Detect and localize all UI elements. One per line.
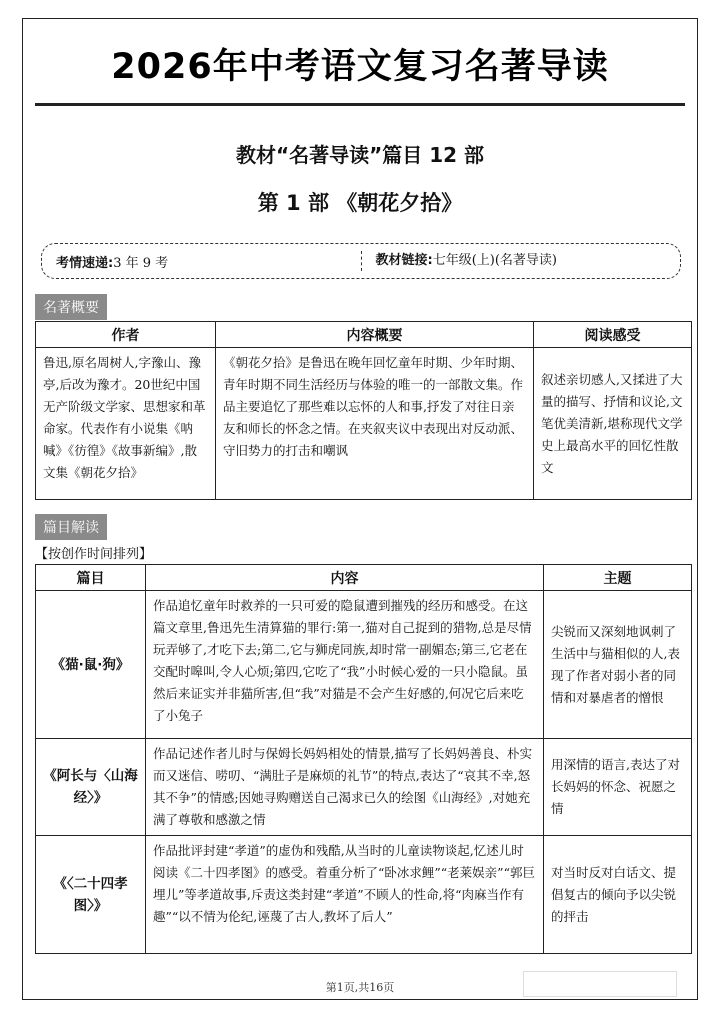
title-divider [35,103,685,106]
chapters-header-row [36,565,692,591]
chapter-title: 《阿长与〈山海经〉》 [36,739,146,836]
page-footer: 第1页,共16页 [325,981,395,994]
exam-frequency-value: 3 年 9 考 [113,255,169,271]
chapter-title: 《猫·鼠·狗》 [36,591,146,739]
chapter-theme: 用深情的语言,表达了对长妈妈的怀念、祝愿之情 [544,739,692,836]
overview-header-summary: 内容概要 [216,322,534,348]
book-title: 第 1 部 《朝花夕拾》 [257,191,463,215]
footer-box [523,971,677,997]
exam-frequency [42,252,361,271]
summary-cell: 《朝花夕拾》是鲁迅在晚年回忆童年时期、少年时期、青年时期不同生活经历与体验的唯一的一部散文集。作品主要追忆了那些难以忘怀的人和事,抒发了对往日亲友和师长的怀念之情。在夹叙夹议中表现出对反动派、守旧势力的打击和嘲讽 [216,348,534,500]
exam-frequency-label: 考情速递: [56,255,114,271]
chapters-section-label: 篇目解读 [35,514,107,540]
feeling-cell: 叙述亲切感人,又揉进了大量的描写、抒情和议论,文笔优美清新,堪称现代文学史上最高水平的回忆性散文 [534,348,692,500]
chapter-theme: 尖锐而又深刻地讽刺了生活中与猫相似的人,表现了作者对弱小者的同情和对暴虐者的憎恨 [544,591,692,739]
chapter-content: 作品批评封建“孝道”的虚伪和残酷,从当时的儿童读物谈起,忆述儿时阅读《二十四孝图》的感受。着重分析了“卧冰求鲤”“老莱娱亲”“郭巨埋儿”等孝道故事,斥责这类封建“孝道”不顾人的性命,将“肉麻当作有趣”“以不情为伦纪,诬蔑了古人,教坏了后人” [146,836,544,954]
chapters-header-content: 内容 [146,565,544,591]
overview-header-row [36,322,692,348]
textbook-link [361,251,681,271]
author-cell: 鲁迅,原名周树人,字豫山、豫亭,后改为豫才。20世纪中国无产阶级文学家、思想家和革命家。代表作有小说集《呐喊》《彷徨》《故事新编》,散文集《朝花夕拾》 [36,348,216,500]
overview-header-author: 作者 [36,322,216,348]
sub-title: 教材“名著导读”篇目 12 部 [235,143,485,167]
overview-header-feeling: 阅读感受 [534,322,692,348]
info-bar [41,243,681,279]
textbook-link-value: 七年级(上)(名著导读) [432,253,557,268]
chapter-content: 作品追忆童年时救养的一只可爱的隐鼠遭到摧残的经历和感受。在这篇文章里,鲁迅先生清算猫的罪行:第一,猫对自己捉到的猎物,总是尽情玩弄够了,才吃下去;第二,它与狮虎同族,却时常一副媚态;第三,它老在交配时嗥叫,令人心烦;第四,它吃了“我”小时候心爱的一只小隐鼠。虽然后来证实并非猫所害,但“我”对猫是不会产生好感的,何况它后来吃了小兔子 [146,591,544,739]
overview-row [36,348,692,500]
chapters-header-title: 篇目 [36,565,146,591]
chapter-title: 《〈二十四孝图〉》 [36,836,146,954]
table-row [36,836,692,954]
overview-section-label: 名著概要 [35,294,107,320]
chapters-note: 【按创作时间排列】 [35,547,153,562]
chapter-content: 作品记述作者儿时与保姆长妈妈相处的情景,描写了长妈妈善良、朴实而又迷信、唠叨、“满肚子是麻烦的礼节”的特点,表达了“哀其不幸,怒其不争”的情感;因她寻购赠送自己渴求已久的绘图《山海经》,对她充满了尊敬和感激之情 [146,739,544,836]
overview-table [35,321,692,500]
table-row [36,739,692,836]
main-title: 2026年中考语文复习名著导读 [111,47,609,87]
document-page [22,18,698,1000]
table-row [36,591,692,739]
chapter-theme: 对当时反对白话文、提倡复古的倾向予以尖锐的抨击 [544,836,692,954]
chapters-table [35,564,692,954]
textbook-link-label: 教材链接: [375,253,433,268]
chapters-header-theme: 主题 [544,565,692,591]
